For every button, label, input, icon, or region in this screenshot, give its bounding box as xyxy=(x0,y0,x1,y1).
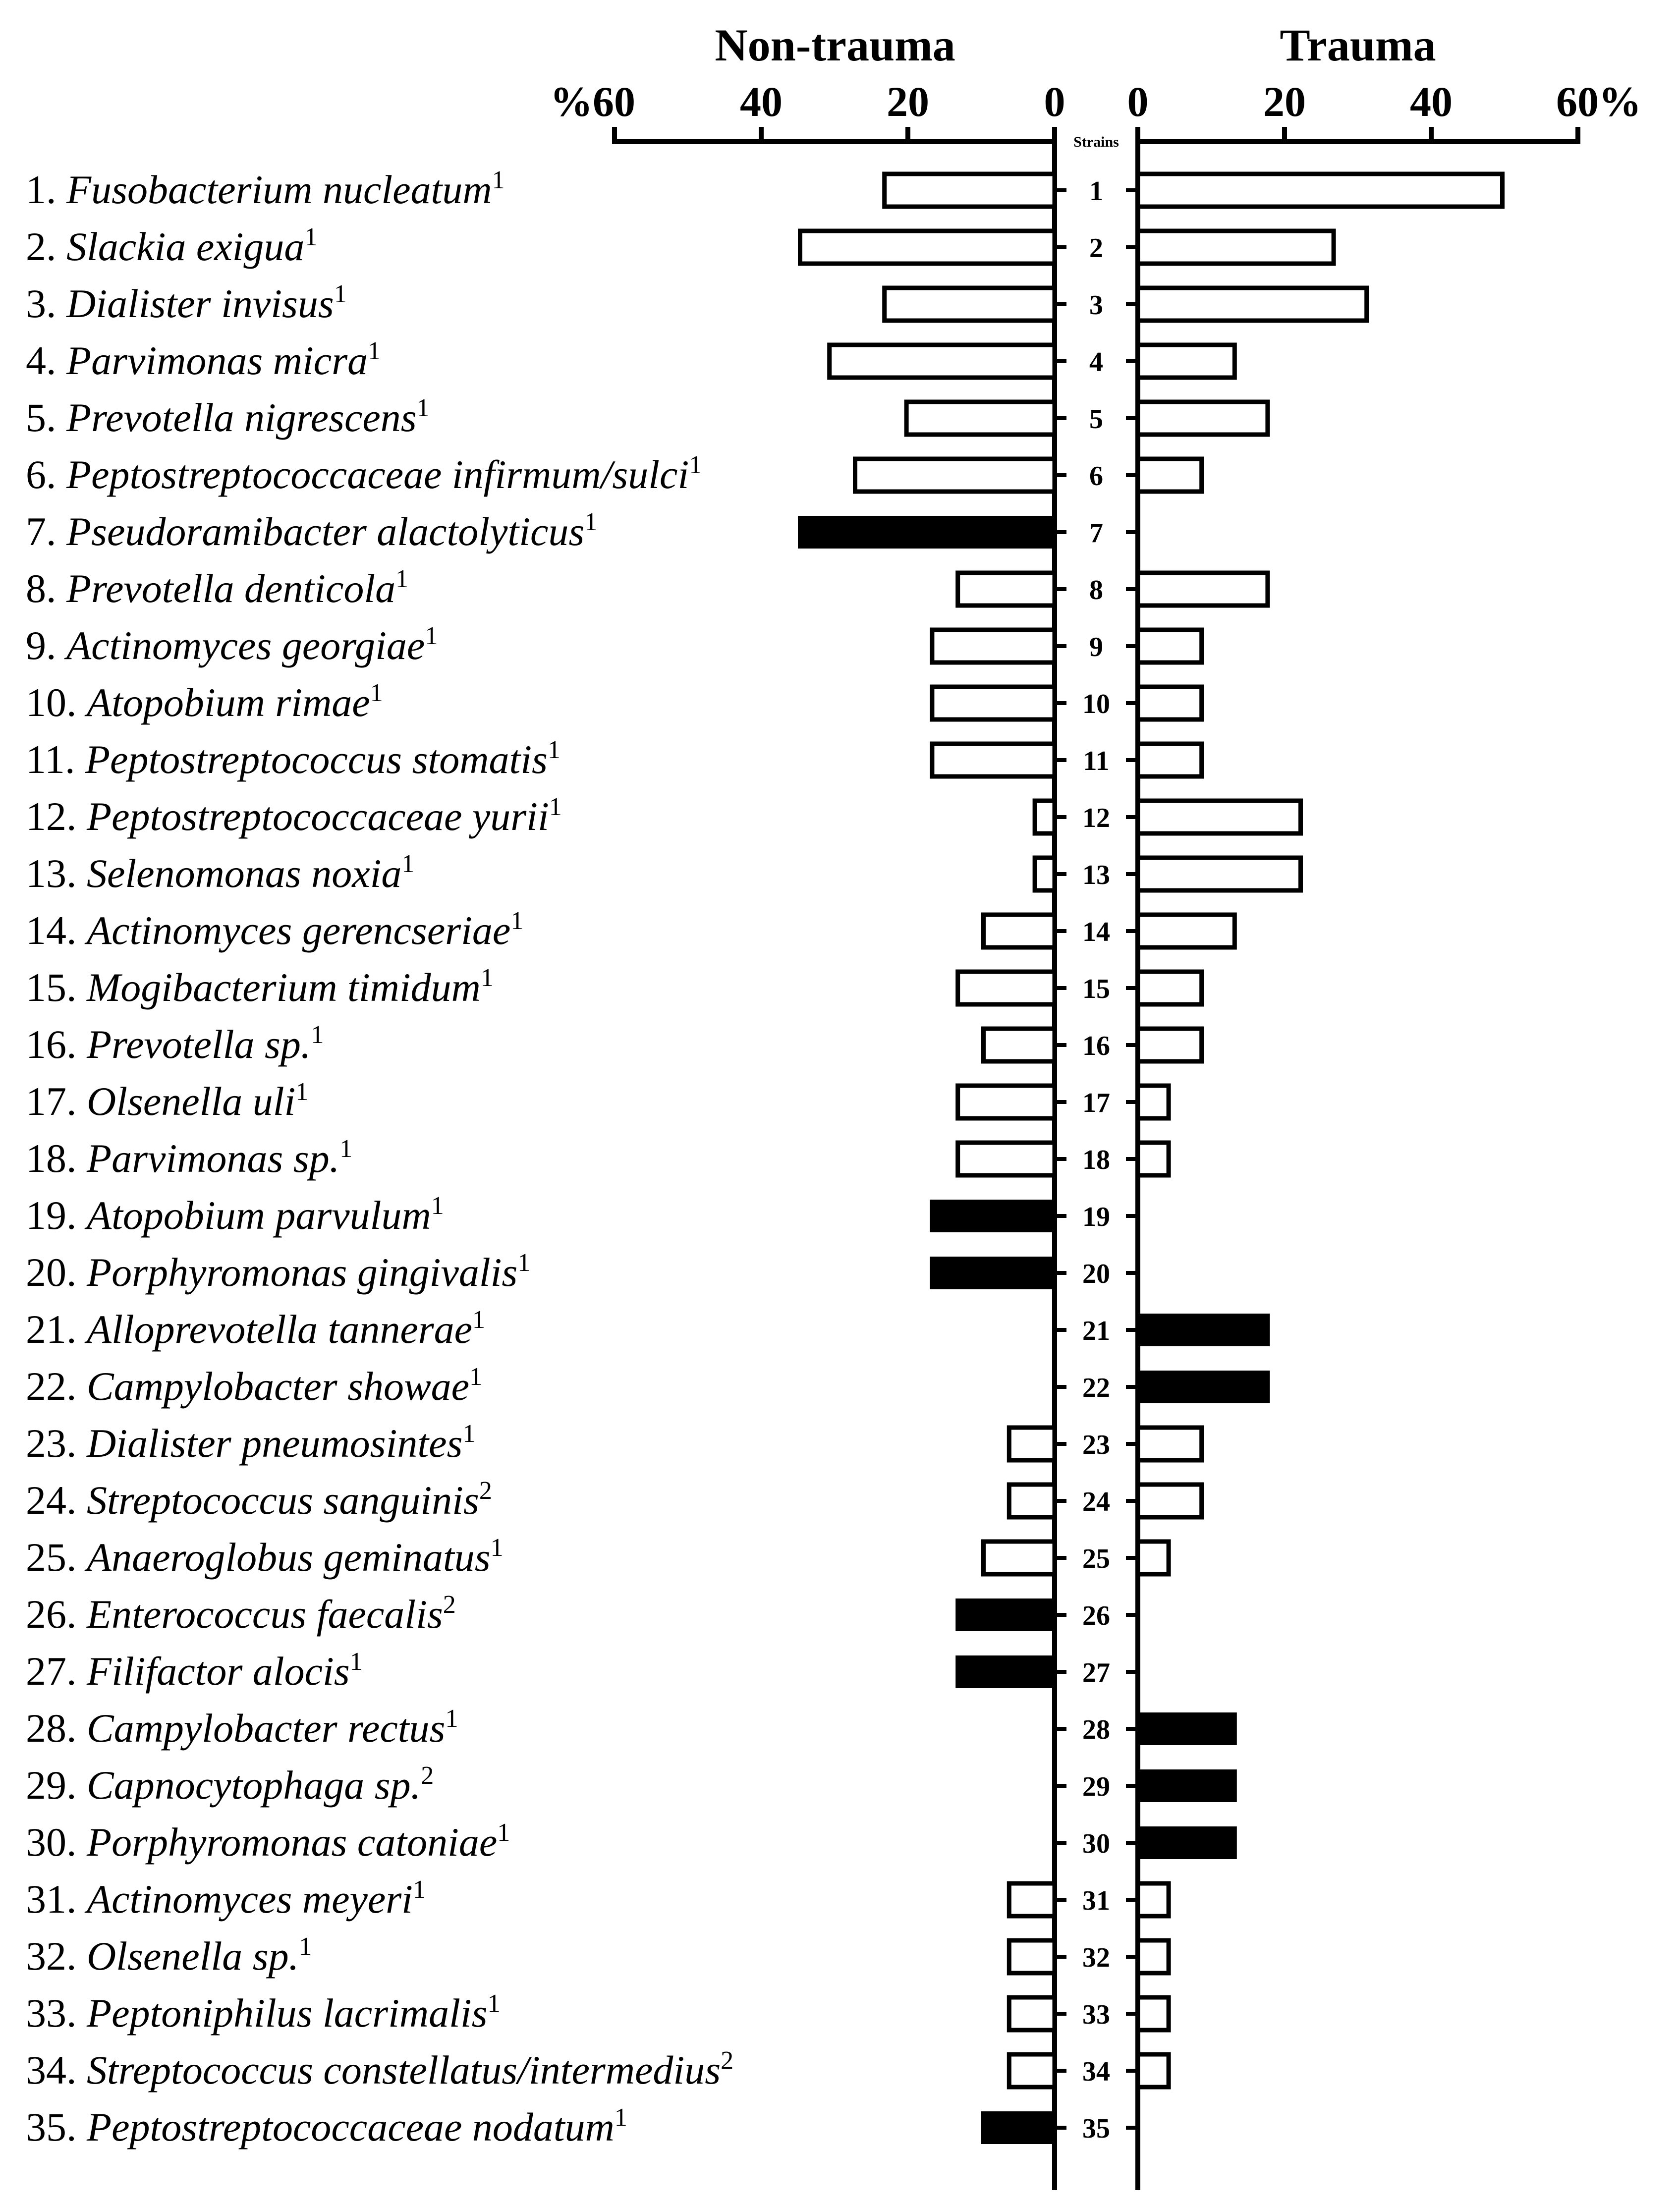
bar-non-trauma xyxy=(958,1086,1055,1118)
species-name: Streptococcus sanguinis xyxy=(87,1478,479,1523)
species-label xyxy=(26,679,383,725)
right-tick-label: 0 xyxy=(1127,78,1149,125)
species-footnote: 1 xyxy=(339,1135,353,1163)
strain-number: 2 xyxy=(1089,233,1103,264)
species-label xyxy=(26,337,381,383)
strain-number: 17 xyxy=(1082,1088,1110,1118)
species-footnote: 1 xyxy=(497,1818,510,1847)
bars xyxy=(798,174,1503,2144)
species-index: 11. xyxy=(26,737,85,782)
bar-non-trauma xyxy=(1009,1485,1055,1517)
species-footnote: 1 xyxy=(487,1989,501,2018)
species-label xyxy=(26,451,702,497)
species-label xyxy=(26,1762,434,1808)
panel-headers xyxy=(715,20,1436,70)
species-label xyxy=(26,1932,312,1979)
species-label xyxy=(26,166,505,212)
right-tick-label: 60% xyxy=(1556,78,1641,125)
species-label xyxy=(26,1818,510,1865)
species-name: Prevotella nigrescens xyxy=(66,395,417,440)
species-footnote: 1 xyxy=(368,337,381,365)
strain-number: 6 xyxy=(1089,461,1103,492)
bar-trauma xyxy=(1138,972,1202,1004)
left-tick-label: 0 xyxy=(1044,78,1065,125)
species-label xyxy=(26,1648,363,1694)
species-index: 27. xyxy=(26,1649,87,1694)
bar-trauma xyxy=(1138,1769,1237,1802)
right-tick-label: 20 xyxy=(1263,78,1306,125)
bar-trauma xyxy=(1138,1940,1169,1973)
strain-number: 12 xyxy=(1082,803,1110,833)
species-name: Fusobacterium nucleatum xyxy=(66,167,492,212)
species-index: 26. xyxy=(26,1592,87,1637)
strain-number: 7 xyxy=(1089,518,1103,549)
bar-trauma xyxy=(1138,744,1202,776)
species-footnote: 2 xyxy=(721,2046,734,2075)
strain-number: 5 xyxy=(1089,404,1103,435)
species-index: 9. xyxy=(26,623,66,668)
bar-trauma xyxy=(1138,1997,1169,2030)
bar-non-trauma xyxy=(830,345,1055,378)
species-index: 33. xyxy=(26,1990,87,2036)
left-tick-label: 20 xyxy=(887,78,929,125)
strains-axis-label: Strains xyxy=(1073,134,1119,150)
species-name: Peptostreptococcaceae yurii xyxy=(87,794,549,839)
species-footnote: 1 xyxy=(295,1078,309,1106)
species-label xyxy=(26,1477,492,1523)
bar-trauma xyxy=(1138,1485,1202,1517)
species-label xyxy=(26,1420,475,1466)
species-name: Porphyromonas catoniae xyxy=(87,1819,498,1865)
species-index: 21. xyxy=(26,1307,87,1352)
strain-number: 21 xyxy=(1082,1316,1110,1346)
bar-non-trauma xyxy=(932,744,1055,776)
strain-number: 35 xyxy=(1082,2113,1110,2144)
species-footnote: 1 xyxy=(425,622,438,650)
bar-non-trauma xyxy=(1009,1997,1055,2030)
species-index: 22. xyxy=(26,1364,87,1409)
species-footnote: 1 xyxy=(462,1420,476,1448)
species-label xyxy=(26,394,430,440)
bar-non-trauma xyxy=(800,231,1055,264)
species-footnote: 1 xyxy=(614,2103,627,2132)
species-label xyxy=(26,223,317,269)
species-index: 35. xyxy=(26,2104,87,2149)
strain-number: 31 xyxy=(1082,1885,1110,1916)
bar-non-trauma xyxy=(958,972,1055,1004)
species-footnote: 1 xyxy=(510,907,524,935)
species-name: Filifactor alocis xyxy=(87,1649,350,1694)
species-index: 4. xyxy=(26,338,66,383)
species-index: 20. xyxy=(26,1250,87,1295)
panel-title-right: Trauma xyxy=(1280,20,1436,70)
left-tick-label: %60 xyxy=(550,78,635,125)
species-footnote: 1 xyxy=(334,280,347,308)
species-name: Peptostreptococcaceae infirmum/sulci xyxy=(66,452,689,497)
species-label xyxy=(26,1021,324,1067)
species-footnote: 1 xyxy=(412,1875,426,1904)
species-name: Campylobacter showae xyxy=(87,1364,470,1409)
species-label xyxy=(26,2046,733,2093)
bar-trauma xyxy=(1138,402,1268,435)
bar-trauma xyxy=(1138,345,1234,378)
species-label xyxy=(26,1078,308,1124)
species-index: 34. xyxy=(26,2047,87,2093)
species-footnote: 1 xyxy=(490,1534,504,1562)
species-footnote: 1 xyxy=(492,166,505,194)
species-index: 24. xyxy=(26,1478,87,1523)
strain-number: 15 xyxy=(1082,974,1110,1004)
species-index: 30. xyxy=(26,1819,87,1865)
species-label xyxy=(26,1135,352,1181)
species-name: Olsenella sp. xyxy=(87,1933,299,1979)
strain-number: 23 xyxy=(1082,1430,1110,1460)
bar-trauma xyxy=(1138,573,1268,606)
left-tick-label: 40 xyxy=(740,78,783,125)
species-footnote: 1 xyxy=(304,223,318,251)
bar-non-trauma xyxy=(1009,2054,1055,2087)
species-index: 32. xyxy=(26,1933,87,1979)
species-index: 6. xyxy=(26,452,66,497)
right-tick-label: 40 xyxy=(1410,78,1453,125)
species-label xyxy=(26,622,438,668)
species-index: 16. xyxy=(26,1022,87,1067)
species-label xyxy=(26,1363,482,1409)
species-index: 17. xyxy=(26,1079,87,1124)
strain-number: 14 xyxy=(1082,917,1110,947)
bar-trauma xyxy=(1138,2054,1169,2087)
species-label xyxy=(26,1989,501,2036)
bar-non-trauma xyxy=(885,288,1055,321)
species-footnote: 1 xyxy=(431,1192,444,1220)
bar-non-trauma xyxy=(984,1029,1055,1061)
species-label xyxy=(26,850,414,896)
species-footnote: 1 xyxy=(311,1021,324,1049)
species-name: Peptostreptococcus stomatis xyxy=(85,737,548,782)
species-name: Parvimonas sp. xyxy=(87,1136,340,1181)
bar-non-trauma xyxy=(984,915,1055,947)
species-index: 18. xyxy=(26,1136,87,1181)
strain-number: 19 xyxy=(1082,1202,1110,1232)
bar-trauma xyxy=(1138,858,1301,890)
species-name: Peptostreptococcaceae nodatum xyxy=(87,2104,615,2149)
species-label xyxy=(26,1875,426,1922)
bar-non-trauma xyxy=(1035,858,1055,890)
species-footnote: 1 xyxy=(416,394,430,422)
species-footnote: 1 xyxy=(472,1306,486,1334)
bar-non-trauma xyxy=(955,1655,1055,1688)
species-footnote: 1 xyxy=(401,850,415,878)
bar-trauma xyxy=(1138,1428,1202,1460)
strain-number: 11 xyxy=(1083,746,1110,776)
species-name: Olsenella uli xyxy=(87,1079,296,1124)
species-name: Actinomyces gerencseriae xyxy=(87,908,511,953)
species-footnote: 1 xyxy=(584,508,598,536)
species-footnote: 1 xyxy=(370,679,383,707)
species-name: Alloprevotella tannerae xyxy=(87,1307,473,1352)
bar-trauma xyxy=(1138,174,1503,207)
strain-number: 29 xyxy=(1082,1771,1110,1802)
bar-trauma xyxy=(1138,630,1202,662)
species-label xyxy=(26,1534,504,1580)
bar-trauma xyxy=(1138,1143,1169,1175)
strain-number: 3 xyxy=(1089,290,1103,321)
bar-trauma xyxy=(1138,459,1202,492)
species-label xyxy=(26,1192,444,1238)
axes xyxy=(547,78,1641,2190)
bar-non-trauma xyxy=(932,687,1055,719)
species-name: Selenomonas noxia xyxy=(87,851,402,896)
species-index: 15. xyxy=(26,965,87,1010)
bar-trauma xyxy=(1138,687,1202,719)
species-label xyxy=(26,793,562,839)
strain-number: 26 xyxy=(1082,1600,1110,1631)
species-index: 31. xyxy=(26,1876,87,1922)
bar-non-trauma xyxy=(958,1143,1055,1175)
species-footnote: 2 xyxy=(443,1591,456,1619)
species-name: Porphyromonas gingivalis xyxy=(87,1250,518,1295)
strain-number: 25 xyxy=(1082,1543,1110,1574)
strain-number: 27 xyxy=(1082,1657,1110,1688)
bar-non-trauma xyxy=(906,402,1055,435)
species-name: Mogibacterium timidum xyxy=(87,965,481,1010)
species-index: 19. xyxy=(26,1193,87,1238)
bar-trauma xyxy=(1138,1712,1237,1745)
species-label xyxy=(26,1591,456,1637)
species-label xyxy=(26,280,347,326)
species-footnote: 1 xyxy=(549,793,562,821)
strain-number: 1 xyxy=(1089,176,1103,207)
species-name: Atopobium rimae xyxy=(87,680,370,725)
bar-trauma xyxy=(1138,1029,1202,1061)
species-index: 1. xyxy=(26,167,66,212)
species-footnote: 2 xyxy=(479,1477,492,1505)
bar-trauma xyxy=(1138,1086,1169,1118)
species-index: 25. xyxy=(26,1535,87,1580)
species-name: Prevotella sp. xyxy=(87,1022,311,1067)
bar-non-trauma xyxy=(855,459,1055,492)
bar-non-trauma xyxy=(984,1542,1055,1574)
species-label xyxy=(26,1705,458,1751)
bar-non-trauma xyxy=(1035,801,1055,833)
species-index: 28. xyxy=(26,1706,87,1751)
species-footnote: 1 xyxy=(480,964,494,992)
species-name: Dialister pneumosintes xyxy=(87,1421,463,1466)
species-name: Atopobium parvulum xyxy=(87,1193,431,1238)
strain-number: 22 xyxy=(1082,1373,1110,1403)
strain-number: 30 xyxy=(1082,1828,1110,1859)
species-name: Peptoniphilus lacrimalis xyxy=(87,1990,488,2036)
strain-number: 13 xyxy=(1082,860,1110,890)
species-label xyxy=(26,907,523,953)
bar-non-trauma xyxy=(981,2111,1055,2144)
species-name: Parvimonas micra xyxy=(66,338,368,383)
strain-number: 18 xyxy=(1082,1145,1110,1175)
panel-title-left: Non-trauma xyxy=(715,20,955,70)
bar-trauma xyxy=(1138,1826,1237,1859)
bar-trauma xyxy=(1138,915,1234,947)
strain-number: 32 xyxy=(1082,1942,1110,1973)
species-footnote: 1 xyxy=(547,736,560,764)
species-name: Streptococcus constellatus/intermedius xyxy=(87,2047,721,2093)
species-index: 10. xyxy=(26,680,87,725)
strain-number: 34 xyxy=(1082,2056,1110,2087)
species-name: Dialister invisus xyxy=(66,281,334,326)
species-footnote: 2 xyxy=(421,1762,434,1790)
strain-number: 4 xyxy=(1089,347,1103,378)
species-index: 7. xyxy=(26,509,66,554)
species-name: Actinomyces georgiae xyxy=(66,623,425,668)
species-footnote: 1 xyxy=(299,1932,312,1961)
bar-non-trauma xyxy=(1009,1428,1055,1460)
bar-trauma xyxy=(1138,231,1334,264)
species-label xyxy=(26,1306,485,1352)
bar-trauma xyxy=(1138,1314,1270,1346)
species-label xyxy=(26,1249,530,1295)
species-label xyxy=(26,736,560,782)
species-footnote: 1 xyxy=(469,1363,483,1391)
species-footnote: 1 xyxy=(349,1648,363,1676)
species-index: 23. xyxy=(26,1421,87,1466)
bar-non-trauma xyxy=(958,573,1055,606)
species-index: 3. xyxy=(26,281,66,326)
species-index: 29. xyxy=(26,1763,87,1808)
species-name: Campylobacter rectus xyxy=(87,1706,446,1751)
bar-trauma xyxy=(1138,1542,1169,1574)
bar-trauma xyxy=(1138,801,1301,833)
bar-non-trauma xyxy=(1009,1940,1055,1973)
species-index: 14. xyxy=(26,908,87,953)
bar-non-trauma xyxy=(930,1257,1055,1289)
species-footnote: 1 xyxy=(517,1249,531,1277)
species-index: 13. xyxy=(26,851,87,896)
strain-number: 16 xyxy=(1082,1031,1110,1061)
species-index: 12. xyxy=(26,794,87,839)
strain-number: 20 xyxy=(1082,1259,1110,1289)
species-footnote: 1 xyxy=(445,1705,458,1733)
bar-trauma xyxy=(1138,1883,1169,1916)
species-label xyxy=(26,565,408,611)
species-name: Capnocytophaga sp. xyxy=(87,1763,421,1808)
species-name: Pseudoramibacter alactolyticus xyxy=(66,509,585,554)
strain-number: 28 xyxy=(1082,1714,1110,1745)
strain-number: 33 xyxy=(1082,1999,1110,2030)
bar-non-trauma xyxy=(932,630,1055,662)
bar-non-trauma xyxy=(1009,1883,1055,1916)
species-index: 8. xyxy=(26,566,66,611)
bar-non-trauma xyxy=(955,1598,1055,1631)
species-name: Actinomyces meyeri xyxy=(87,1876,413,1922)
bar-trauma xyxy=(1138,288,1367,321)
strain-number: 8 xyxy=(1089,575,1103,606)
species-index: 5. xyxy=(26,395,66,440)
species-label xyxy=(26,2103,627,2149)
bar-non-trauma xyxy=(798,516,1055,549)
strain-number: 24 xyxy=(1082,1487,1110,1517)
species-name: Anaeroglobus geminatus xyxy=(87,1535,491,1580)
species-index: 2. xyxy=(26,224,66,269)
strain-number: 10 xyxy=(1082,689,1110,719)
species-footnote: 1 xyxy=(395,565,409,593)
species-label xyxy=(26,508,597,554)
species-label xyxy=(26,964,494,1010)
strain-number: 9 xyxy=(1089,632,1103,662)
species-footnote: 1 xyxy=(689,451,702,479)
species-name: Enterococcus faecalis xyxy=(87,1592,443,1637)
species-name: Prevotella denticola xyxy=(66,566,396,611)
bar-trauma xyxy=(1138,1371,1270,1403)
bar-non-trauma xyxy=(930,1200,1055,1232)
species-name: Slackia exigua xyxy=(66,224,305,269)
bar-non-trauma xyxy=(885,174,1055,207)
